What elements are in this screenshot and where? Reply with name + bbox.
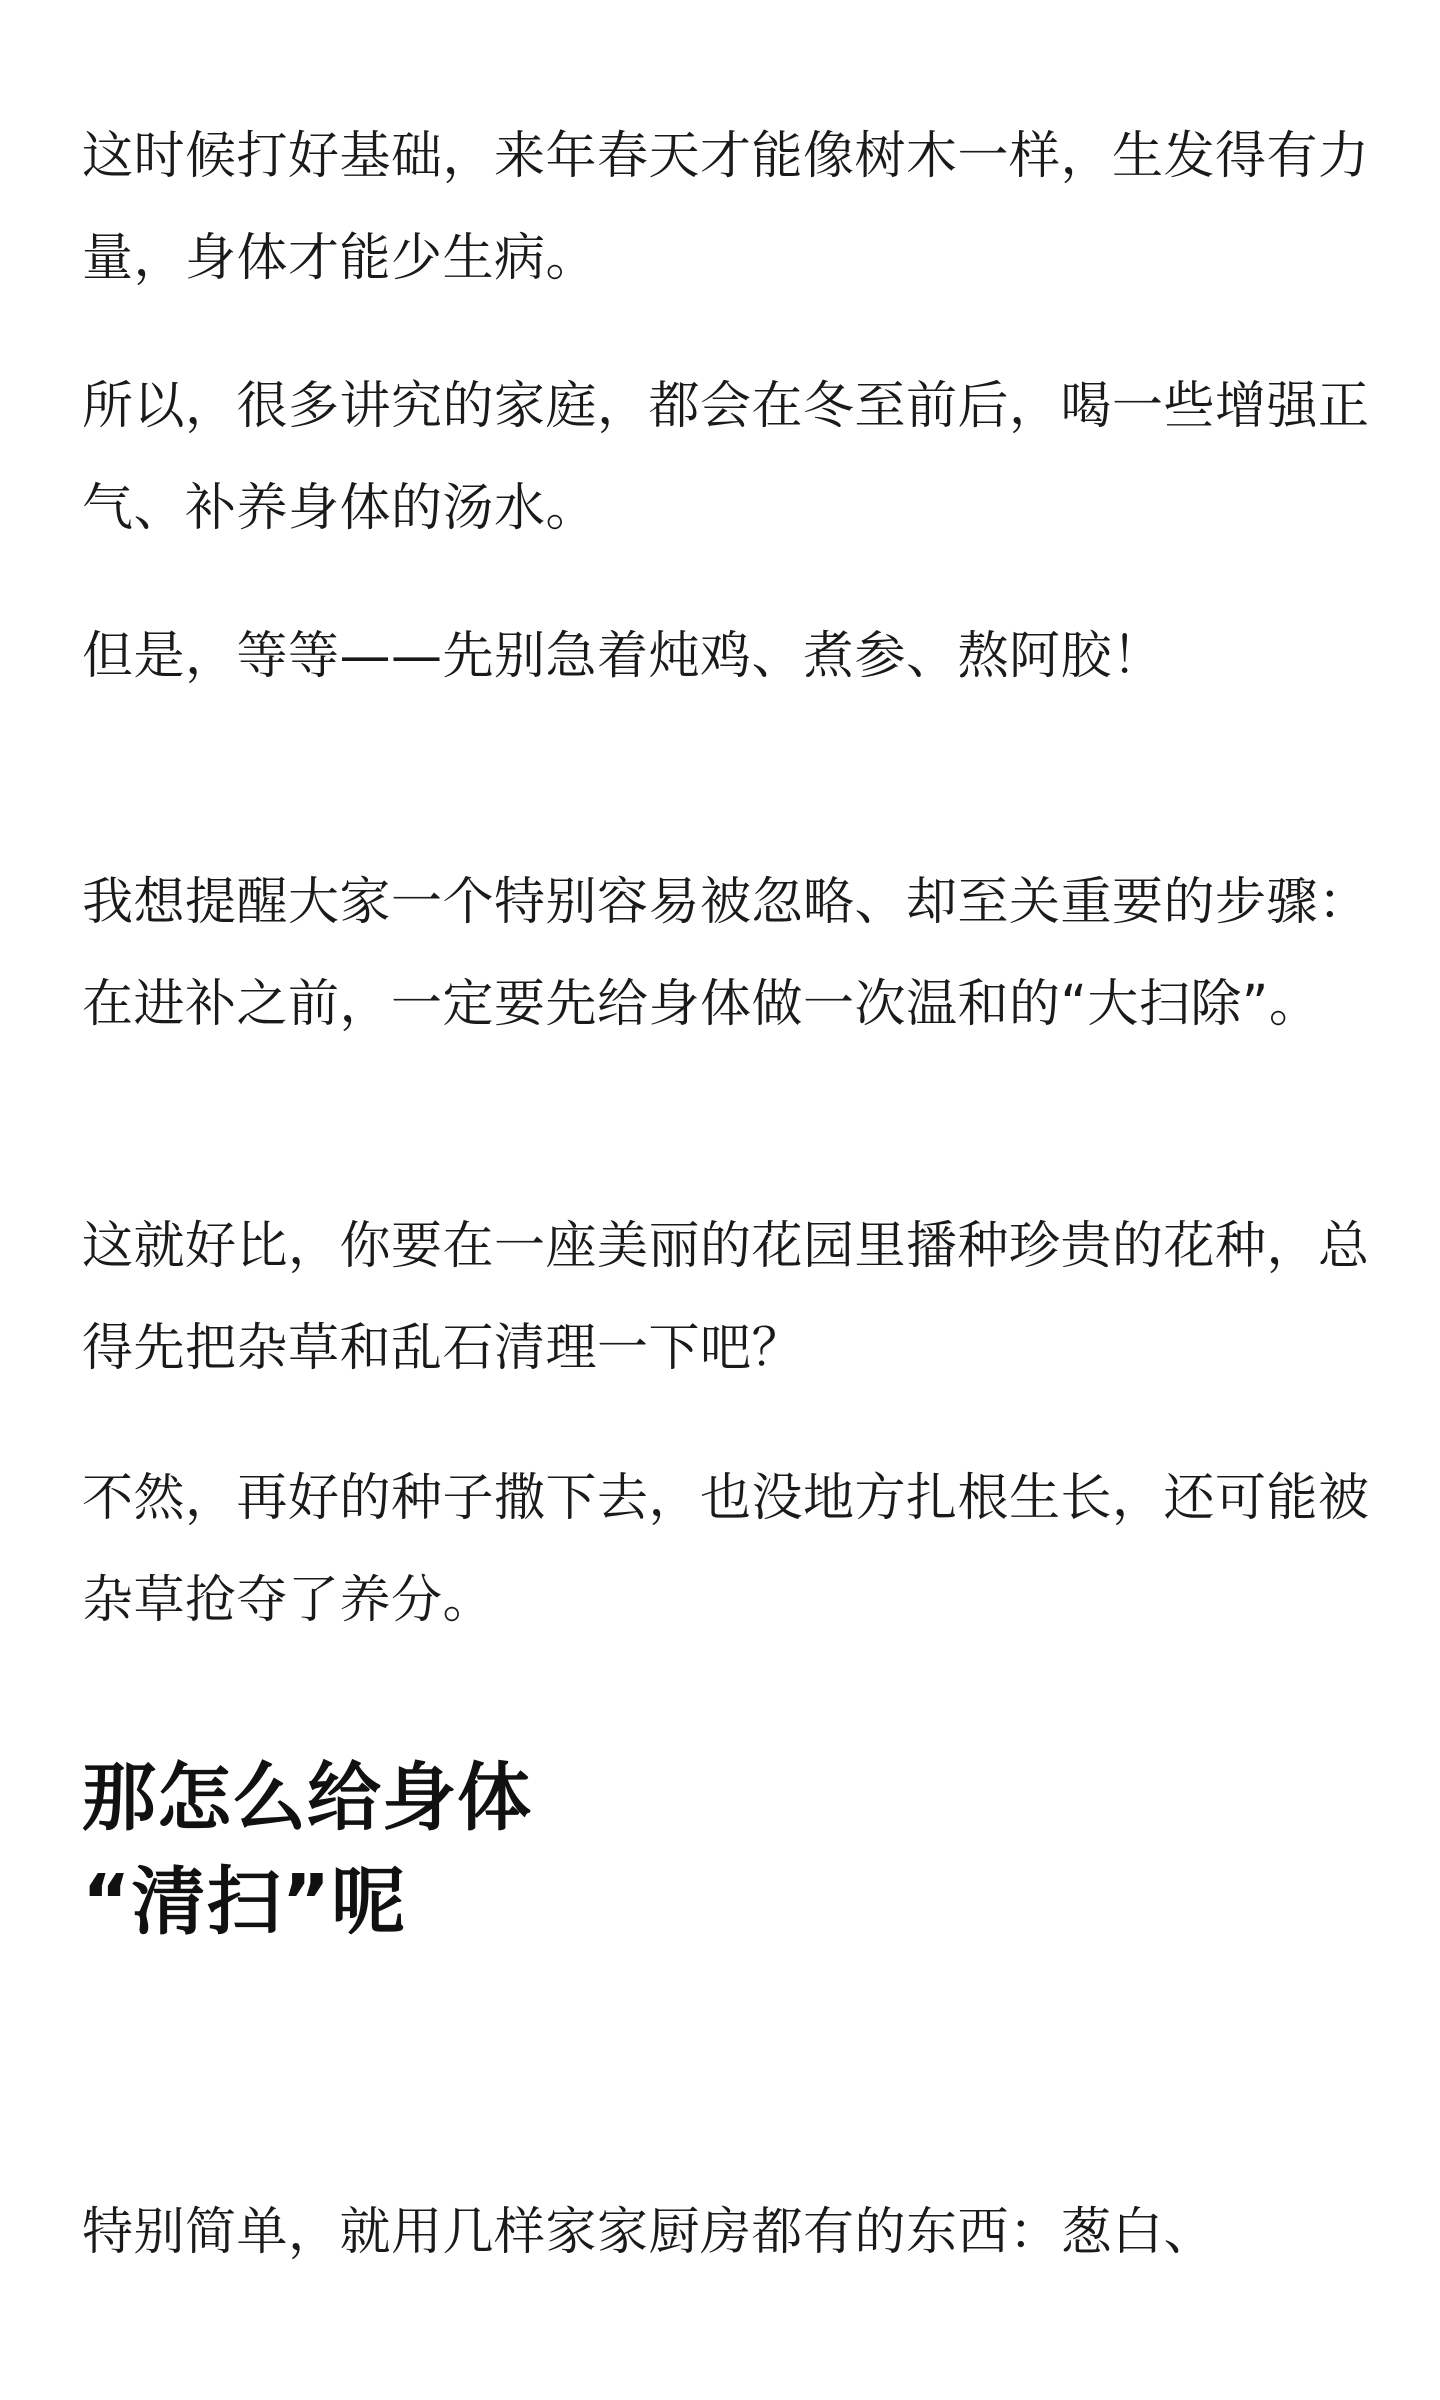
paragraph-foundation: 这时候打好基础，来年春天才能像树木一样，生发得有力量，身体才能少生病。 xyxy=(82,127,1370,288)
heading-line-1: 那怎么给身体 xyxy=(82,1755,532,1841)
paragraph-ingredients: 特别简单，就用几样家家厨房都有的东西：葱白、 xyxy=(82,2203,1216,2262)
heading-line-2: “清扫”呢 xyxy=(82,1859,407,1945)
paragraph-reminder: 我想提醒大家一个特别容易被忽略、却至关重要的步骤：在进补之前，一定要先给身体做一次温和的“大扫除”。 xyxy=(82,873,1370,1034)
section-heading xyxy=(82,1746,532,1954)
paragraph-wait: 但是，等等——先别急着炖鸡、煮参、熬阿胶！ xyxy=(82,627,1164,686)
paragraph-garden-analogy: 这就好比，你要在一座美丽的花园里播种珍贵的花种，总得先把杂草和乱石清理一下吧？ xyxy=(82,1217,1370,1378)
paragraph-seeds: 不然，再好的种子撒下去，也没地方扎根生长，还可能被杂草抢夺了养分。 xyxy=(82,1469,1370,1630)
paragraph-families-tonic: 所以，很多讲究的家庭，都会在冬至前后，喝一些增强正气、补养身体的汤水。 xyxy=(82,377,1370,538)
